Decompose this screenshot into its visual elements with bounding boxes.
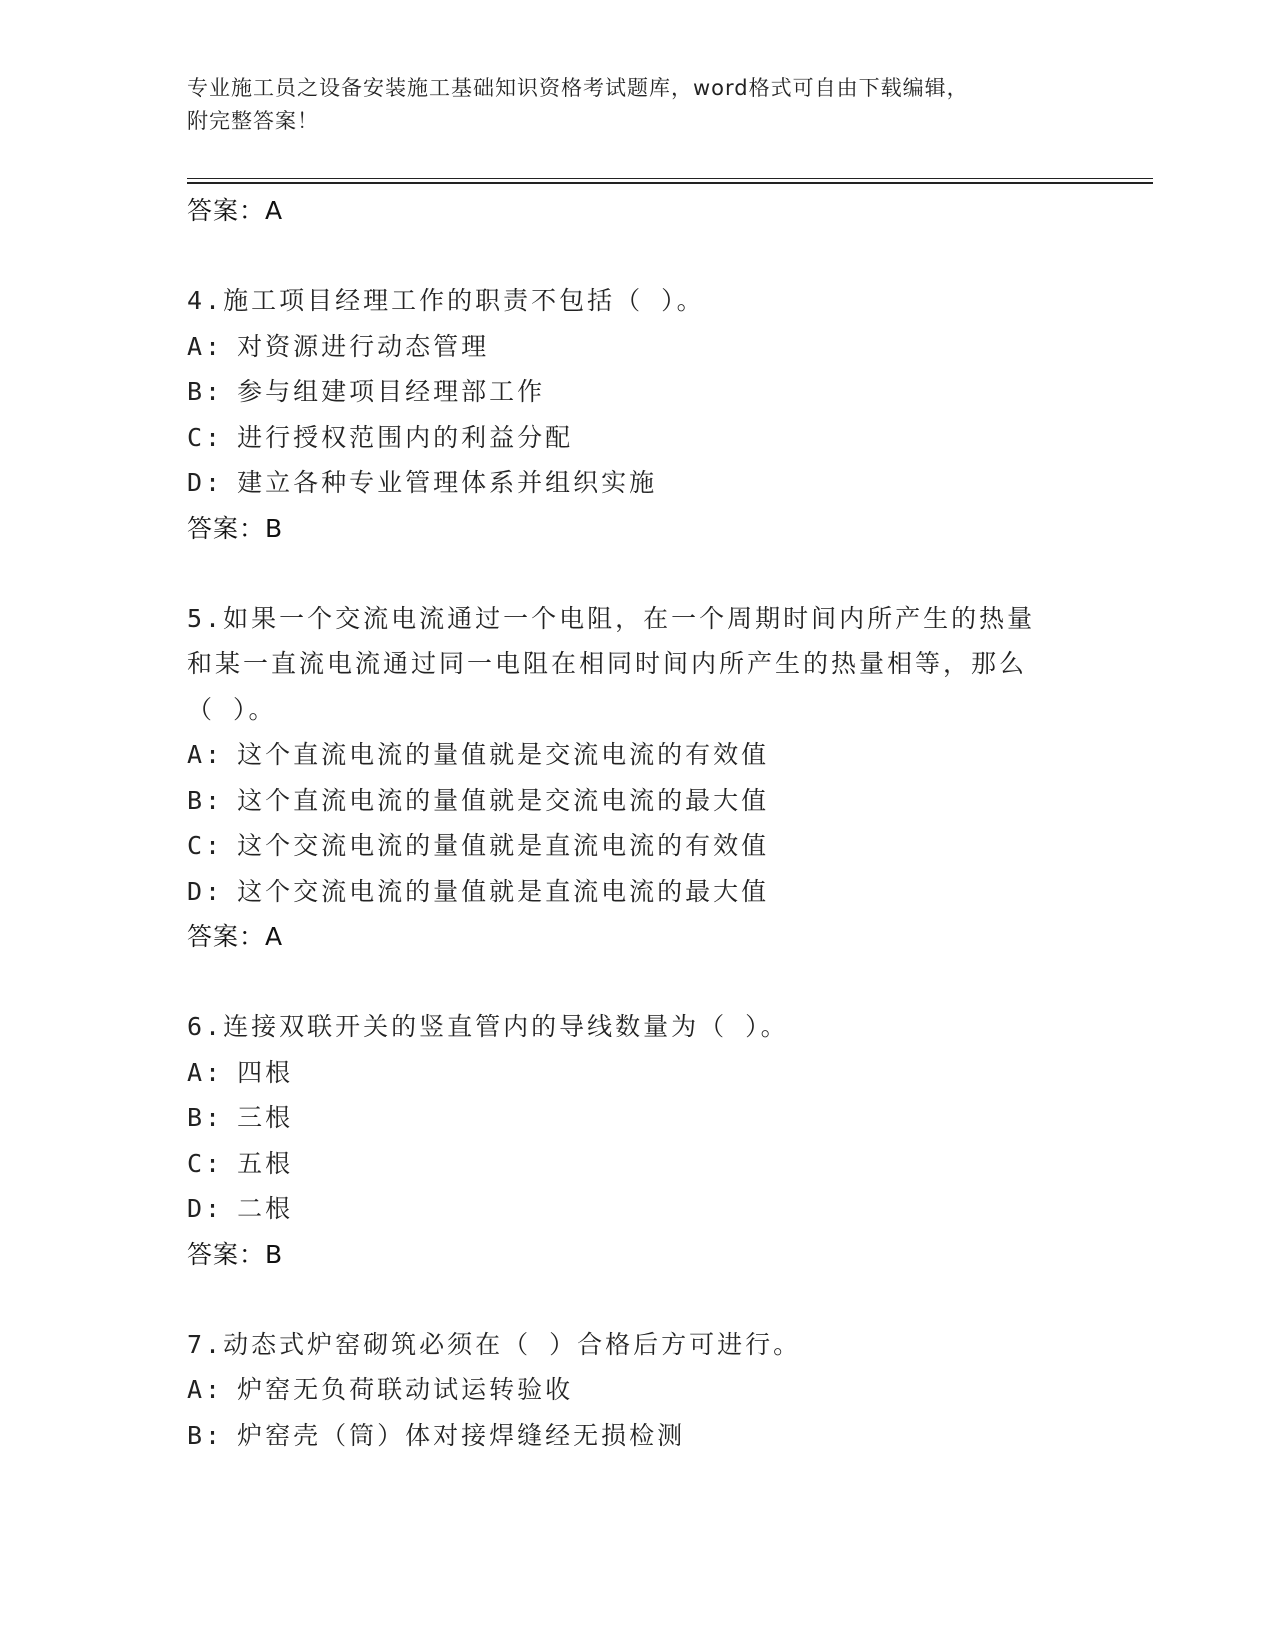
answer-line: 答案：B <box>187 1239 284 1269</box>
option-d: D: 建立各种专业管理体系并组织实施 <box>187 468 658 497</box>
option-c: C: 五根 <box>187 1148 294 1178</box>
question-text: 4.施工项目经理工作的职责不包括（ ）。 <box>187 286 705 315</box>
option-a: A: 这个直流电流的量值就是交流电流的有效值 <box>187 740 770 769</box>
option-b: B: 三根 <box>187 1103 294 1132</box>
question-4 <box>187 278 1087 552</box>
option-a: A: 对资源进行动态管理 <box>187 331 490 361</box>
question-text: 7.动态式炉窑砌筑必须在（ ）合格后方可进行。 <box>187 1329 802 1359</box>
question-5 <box>187 596 1087 961</box>
option-c: C: 这个交流电流的量值就是直流电流的有效值 <box>187 831 770 860</box>
question-7 <box>187 1322 1087 1459</box>
header-line-2: 附完整答案！ <box>187 109 319 133</box>
header-divider-thin <box>187 178 1153 179</box>
option-b: B: 这个直流电流的量值就是交流电流的最大值 <box>187 785 770 815</box>
option-a: A: 炉窑无负荷联动试运转验收 <box>187 1375 574 1404</box>
option-d: D: 这个交流电流的量值就是直流电流的最大值 <box>187 876 770 906</box>
option-b: B: 参与组建项目经理部工作 <box>187 377 546 406</box>
answer-line: 答案：A <box>187 196 284 225</box>
answer-line: 答案：A <box>187 922 284 951</box>
option-b: B: 炉窑壳（筒）体对接焊缝经无损检测 <box>187 1420 686 1450</box>
question-text-line-2: 和某一直流电流通过同一电阻在相同时间内所产生的热量相等，那么 <box>187 649 1028 678</box>
option-d: D: 二根 <box>187 1194 294 1223</box>
answer-line: 答案：B <box>187 513 284 543</box>
question-text-line-3: （ ）。 <box>187 694 277 724</box>
document-header <box>187 72 1087 138</box>
document-body <box>187 188 1087 1458</box>
question-text-line-1: 5.如果一个交流电流通过一个电阻，在一个周期时间内所产生的热量 <box>187 603 1036 633</box>
question-text: 6.连接双联开关的竖直管内的导线数量为（ ）。 <box>187 1012 789 1041</box>
header-line-1: 专业施工员之设备安装施工基础知识资格考试题库，word格式可自由下载编辑， <box>187 76 969 100</box>
question-6 <box>187 1004 1087 1278</box>
option-a: A: 四根 <box>187 1057 294 1087</box>
header-divider-thick <box>187 182 1153 184</box>
option-c: C: 进行授权范围内的利益分配 <box>187 422 574 452</box>
